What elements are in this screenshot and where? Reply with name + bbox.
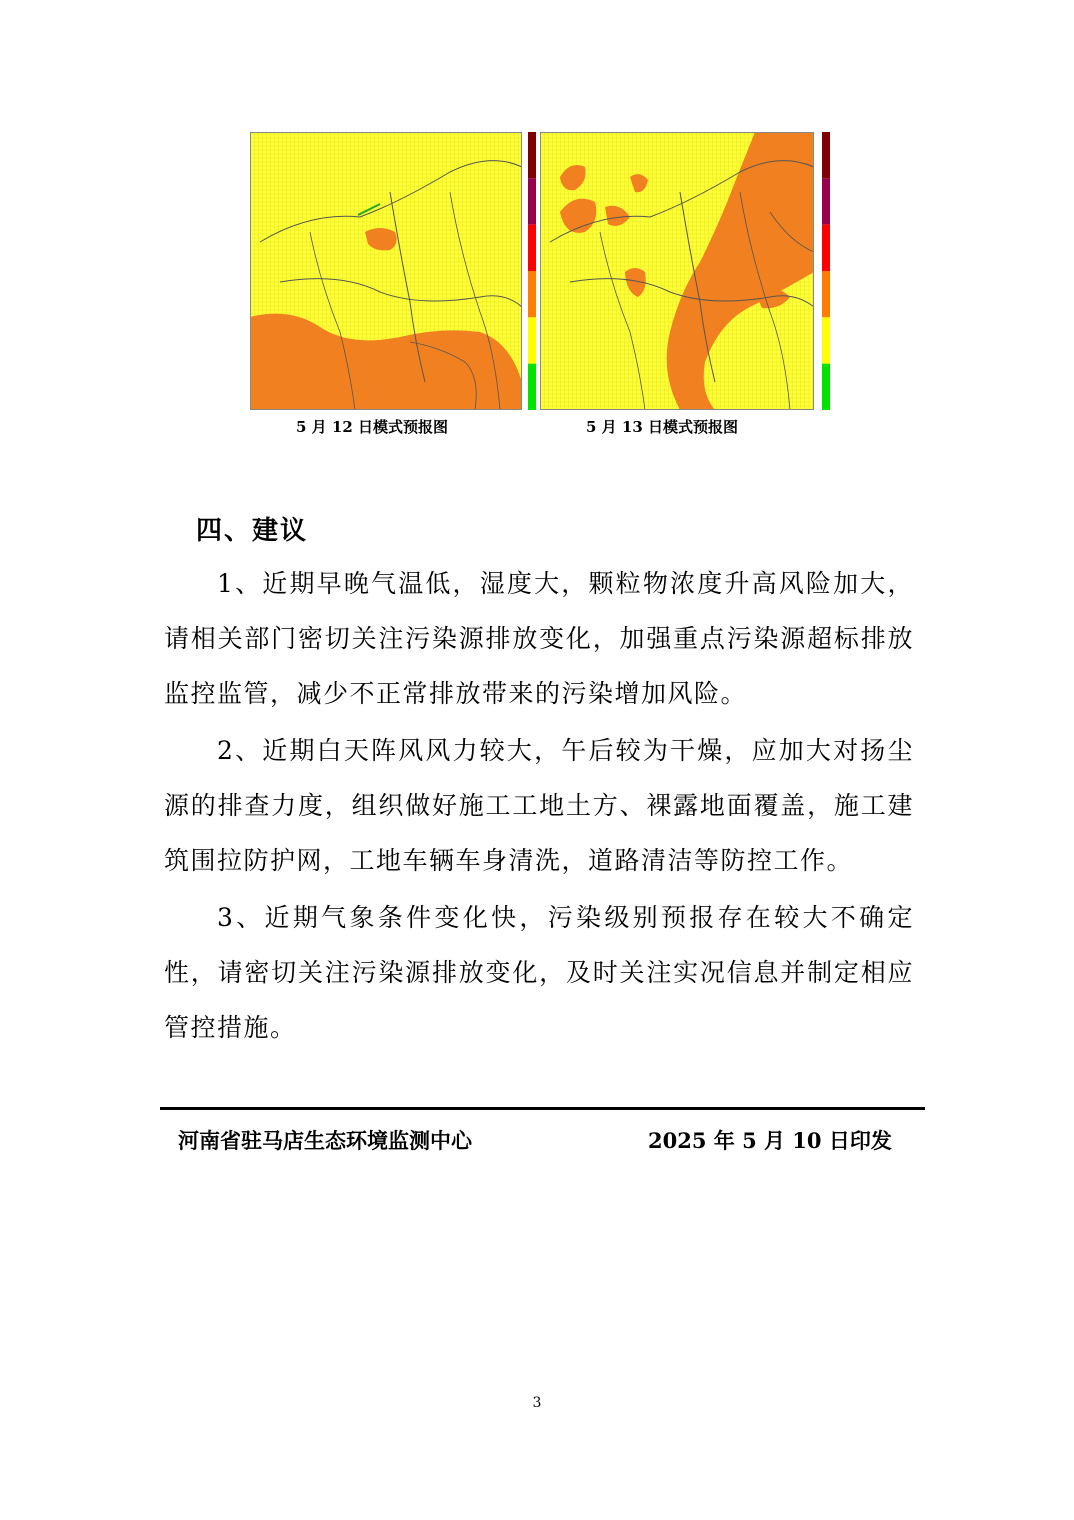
page-number: 3 (532, 1395, 542, 1411)
aqi-color-legend (822, 132, 830, 410)
legend-swatch (822, 317, 830, 363)
legend-swatch (822, 178, 830, 224)
legend-swatch (528, 317, 536, 363)
legend-swatch (822, 225, 830, 271)
legend-swatch (822, 364, 830, 410)
recommendation-paragraph-3: 3、近期气象条件变化快，污染级别预报存在较大不确定性，请密切关注污染源排放变化，及时关注实况信息并制定相应管控措施。 (164, 903, 914, 1042)
legend-swatch (528, 364, 536, 410)
aqi-color-legend-left (526, 132, 538, 410)
section-heading: 四、建议 (196, 516, 309, 546)
forecast-map-image (250, 132, 532, 410)
figure-caption-may-12: 5 月 12 日模式预报图 (296, 418, 448, 436)
forecast-map-may-13 (540, 132, 832, 410)
legend-swatch (528, 178, 536, 224)
legend-swatch (528, 225, 536, 271)
recommendation-paragraph-1: 1、近期早晚气温低，湿度大，颗粒物浓度升高风险加大，请相关部门密切关注污染源排放变化，加强重点污染源超标排放监控监管，减少不正常排放带来的污染增加风险。 (164, 569, 914, 708)
legend-swatch (528, 132, 536, 178)
issuing-organization: 河南省驻马店生态环境监测中心 (178, 1128, 472, 1153)
issue-date: 2025 年 5 月 10 日印发 (648, 1128, 892, 1153)
recommendation-paragraph-2: 2、近期白天阵风风力较大，午后较为干燥，应加大对扬尘源的排查力度，组织做好施工工地土方、裸露地面覆盖，施工建筑围拉防护网，工地车辆车身清洗，道路清洁等防控工作。 (164, 736, 914, 875)
figure-caption-may-13: 5 月 13 日模式预报图 (586, 418, 738, 436)
legend-swatch (822, 132, 830, 178)
footer-divider (160, 1107, 925, 1110)
legend-swatch (528, 271, 536, 317)
forecast-map-image (540, 132, 832, 410)
legend-swatch (822, 271, 830, 317)
forecast-map-may-12 (250, 132, 532, 410)
